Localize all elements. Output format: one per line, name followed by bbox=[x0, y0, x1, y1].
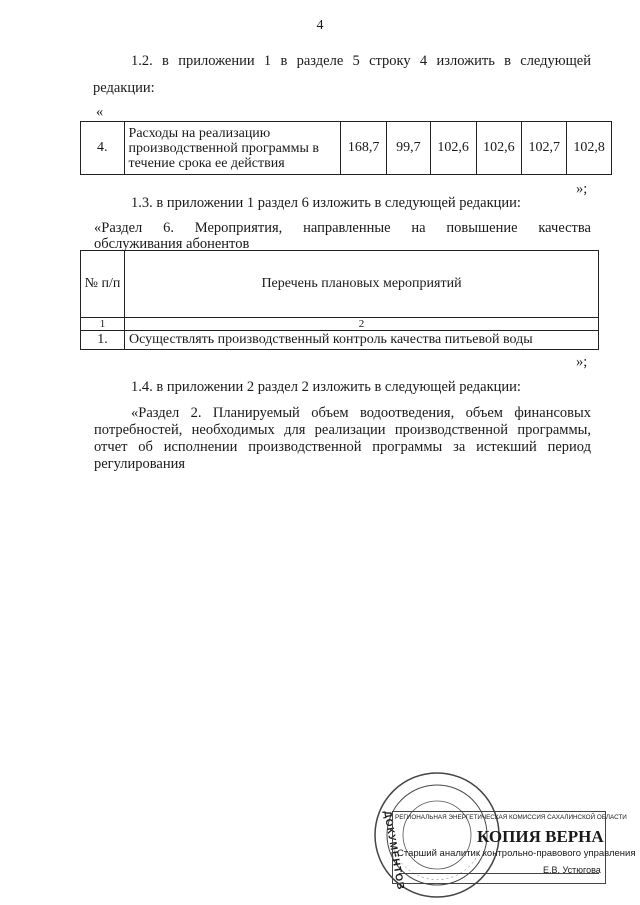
table-row bbox=[81, 122, 612, 175]
header-measures: Перечень плановых мероприятий bbox=[125, 251, 599, 318]
section-2-title: «Раздел 2. Планируемый объем водоотведения, объем финансовых bbox=[131, 405, 591, 421]
column-index: 1 bbox=[81, 318, 125, 331]
row-number: 4. bbox=[81, 122, 125, 175]
table-row bbox=[81, 331, 599, 350]
stamp-position: Старший аналитик контрольно-правового управления bbox=[397, 848, 636, 859]
page-number: 4 bbox=[316, 18, 324, 33]
section-2-title-cont: отчет об исполнении производственной программы за истекший период bbox=[94, 439, 591, 455]
close-quote: »; bbox=[576, 181, 588, 197]
section-2-title-cont: потребностей, необходимых для реализации производственной программы, bbox=[94, 422, 591, 438]
header-number: № п/п bbox=[81, 251, 125, 318]
measures-table bbox=[80, 250, 599, 350]
paragraph-1-3: 1.3. в приложении 1 раздел 6 изложить в следующей редакции: bbox=[131, 195, 521, 211]
value-cell: 168,7 bbox=[341, 122, 387, 175]
column-index: 2 bbox=[125, 318, 599, 331]
row-number: 1. bbox=[81, 331, 125, 350]
stamp-copy-true: КОПИЯ ВЕРНА bbox=[477, 827, 604, 846]
value-cell: 102,7 bbox=[522, 122, 567, 175]
paragraph-1-4: 1.4. в приложении 2 раздел 2 изложить в следующей редакции: bbox=[131, 379, 521, 395]
certification-stamp bbox=[392, 811, 636, 884]
value-cell: 102,6 bbox=[476, 122, 522, 175]
value-cell: 102,8 bbox=[567, 122, 612, 175]
row-measure: Осуществлять производственный контроль качества питьевой воды bbox=[125, 331, 599, 350]
stamp-signer: Е.В. Устюгова bbox=[543, 865, 601, 875]
row-description: Расходы на реализацию производственной программы в течение срока ее действия bbox=[124, 122, 341, 175]
value-cell: 99,7 bbox=[386, 122, 430, 175]
table-header-row bbox=[81, 251, 599, 318]
stamp-organization: РЕГИОНАЛЬНАЯ ЭНЕРГЕТИЧЕСКАЯ КОМИССИЯ САХАЛИНСКОЙ ОБЛАСТИ bbox=[395, 814, 627, 821]
section-6-title: «Раздел 6. Мероприятия, направленные на повышение качества bbox=[94, 220, 591, 236]
expenses-table bbox=[80, 121, 612, 175]
paragraph-1-2-cont: редакции: bbox=[93, 80, 155, 96]
value-cell: 102,6 bbox=[430, 122, 476, 175]
section-2-title-cont: регулирования bbox=[94, 456, 186, 472]
paragraph-1-2: 1.2. в приложении 1 в разделе 5 строку 4 изложить в следующей bbox=[131, 53, 591, 69]
close-quote: »; bbox=[576, 354, 588, 370]
column-index-row bbox=[81, 318, 599, 331]
open-quote: « bbox=[96, 104, 104, 120]
seal-docs-label: ДОКУМЕНТОВ bbox=[381, 810, 406, 892]
section-6-title-cont: обслуживания абонентов bbox=[94, 236, 250, 252]
